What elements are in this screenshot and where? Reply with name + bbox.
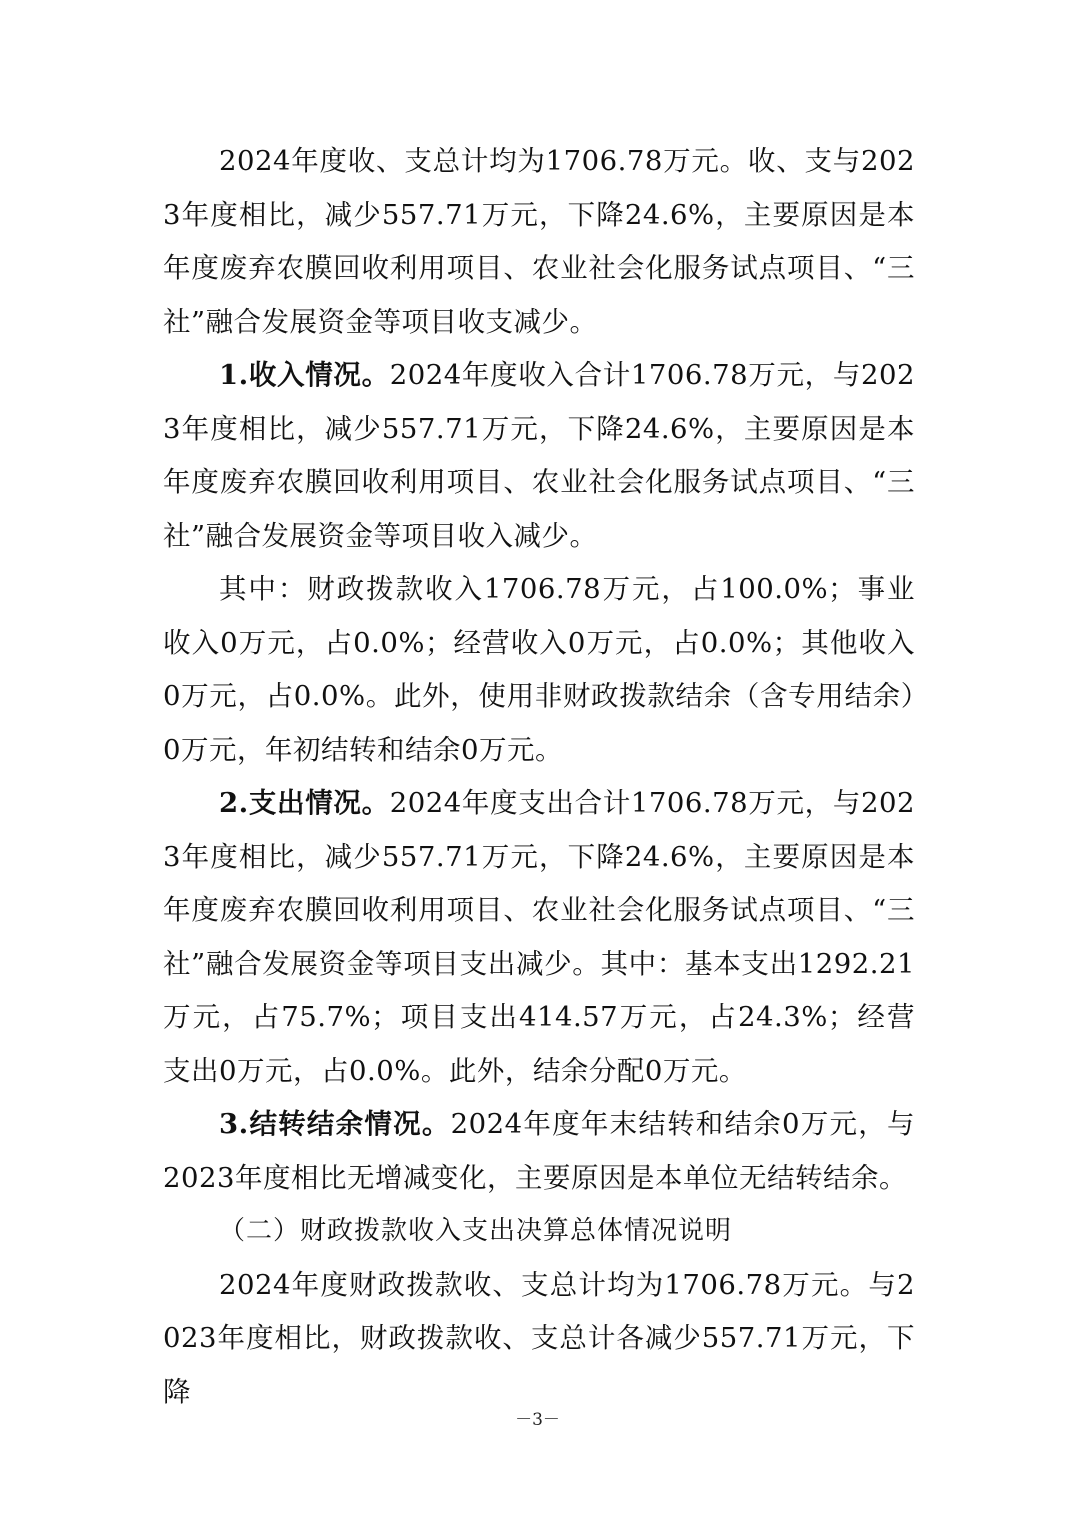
paragraph-text: 2024年度收、支总计均为1706.78万元。收、支与2023年度相比，减少557.71万元，下降24.6%，主要原因是本年度废弃农膜回收利用项目、农业社会化服务试点项目、“三社”融合发展资金等项目收支减少。 [163,145,915,338]
paragraph-lead: 1.收入情况。 [219,359,390,391]
paragraph-text: 2024年度财政拨款收、支总计均为1706.78万元。与2023年度相比，财政拨款收、支总计各减少557.71万元，下降 [163,1268,915,1408]
paragraph-total-summary [163,135,915,349]
document-body [163,135,915,1419]
paragraph-lead: 2.支出情况。 [219,787,390,819]
paragraph-text: 2024年度年末结转和结余0万元，与2023年度相比无增减变化，主要原因是本单位无结转结余。 [163,1108,915,1194]
paragraph-lead: 3.结转结余情况。 [219,1108,451,1140]
paragraph-text: 其中：财政拨款收入1706.78万元，占100.0%；事业收入0万元，占0.0%；经营收入0万元，占0.0%；其他收入0万元，占0.0%。此外，使用非财政拨款结余（含专用结余）0万元，年初结转和结余0万元。 [163,573,915,766]
paragraph-text: 2024年度收入合计1706.78万元，与2023年度相比，减少557.71万元，下降24.6%，主要原因是本年度废弃农膜回收利用项目、农业社会化服务试点项目、“三社”融合发展资金等项目收入减少。 [163,359,915,552]
paragraph-income-breakdown [163,563,915,777]
page-number: －3－ [515,1410,560,1430]
paragraph-expenditure [163,777,915,1098]
section-subheading: （二）财政拨款收入支出决算总体情况说明 [219,1216,733,1246]
paragraph-income [163,349,915,563]
paragraph-carryover [163,1098,915,1205]
paragraph-text: 2024年度支出合计1706.78万元，与2023年度相比，减少557.71万元，下降24.6%，主要原因是本年度废弃农膜回收利用项目、农业社会化服务试点项目、“三社”融合发展资金等项目支出减少。其中：基本支出1292.21万元，占75.7%；项目支出414.57万元，占24.3%；经营支出0万元，占0.0%。此外，结余分配0万元。 [163,787,915,1087]
paragraph-fiscal-summary [163,1259,915,1420]
